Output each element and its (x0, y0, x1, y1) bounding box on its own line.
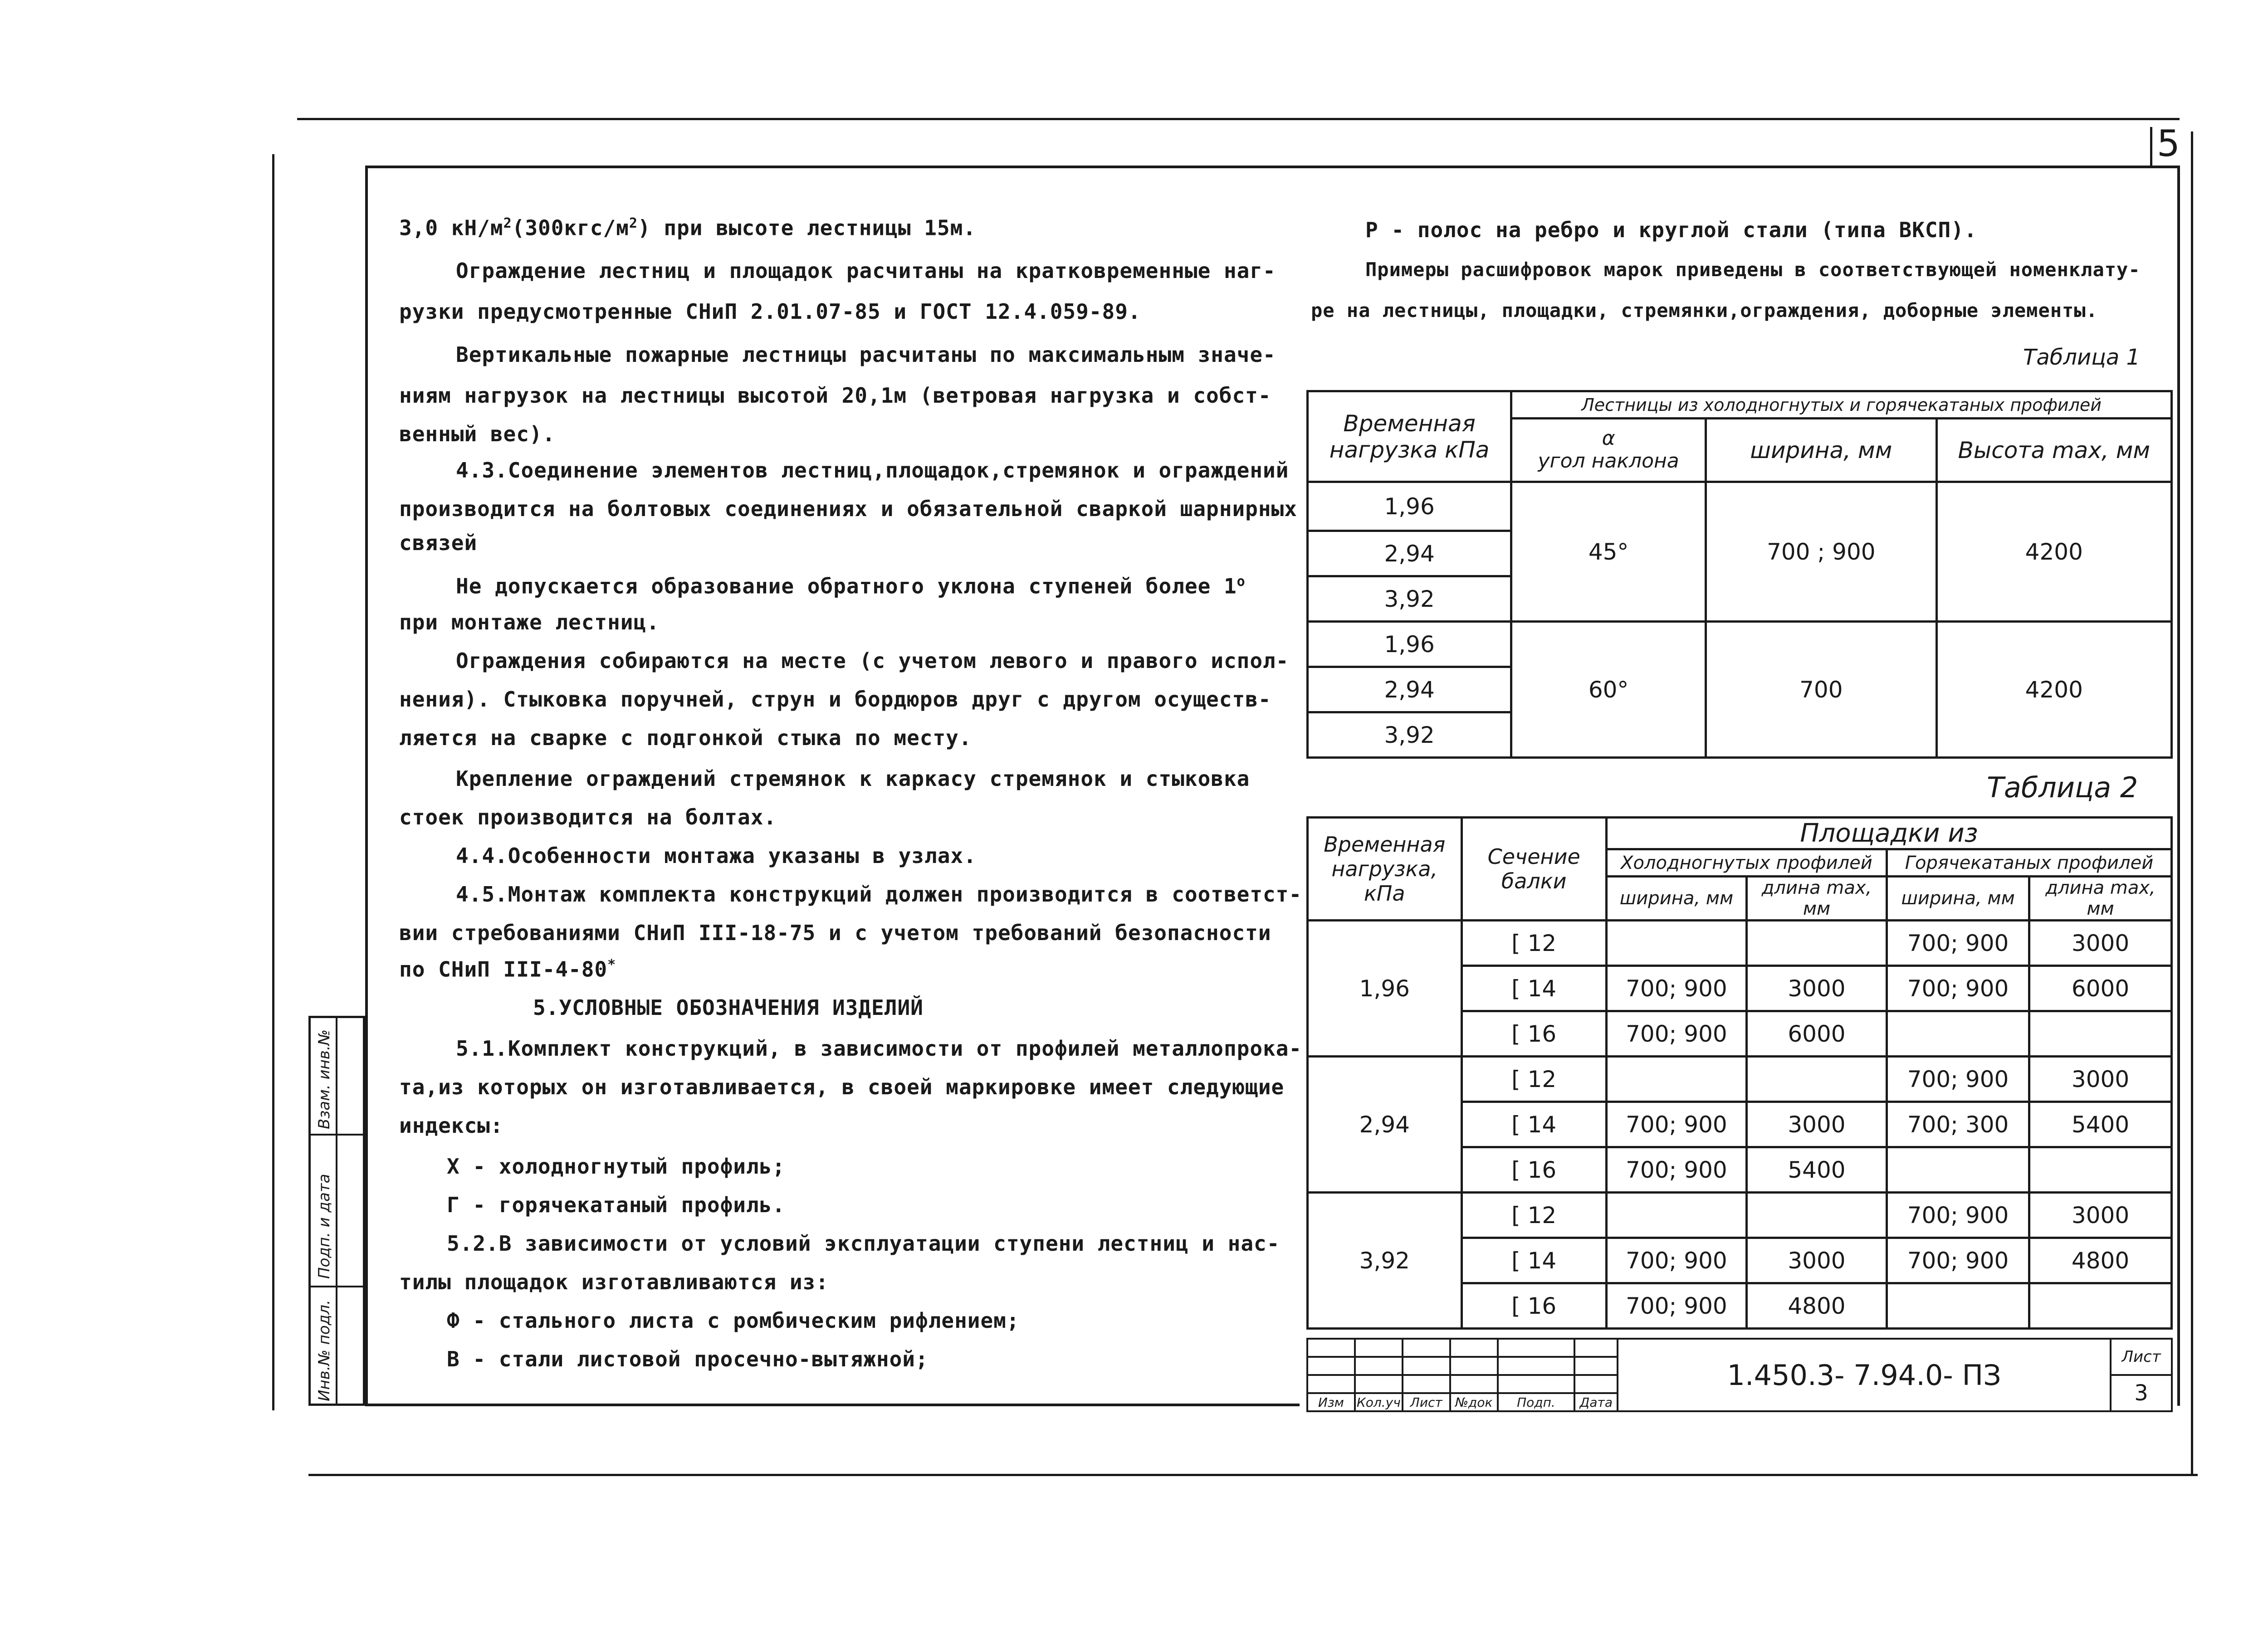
text-line: Х - холодногнутый профиль; (447, 1154, 786, 1179)
t2-hot-length: 3000 (2029, 1057, 2172, 1102)
text-line: по СНиП III-4-80* (399, 957, 616, 982)
t1-head-height: Высота max, мм (1936, 419, 2171, 482)
text-line: ляется на сварке с подгонкой стыка по месту. (399, 726, 972, 750)
t2-cold-length: 3000 (1747, 1102, 1887, 1147)
sheet-label: Лист (2111, 1339, 2172, 1375)
text-line: связей (399, 531, 478, 555)
t2-head-hot-width: ширина, мм (1887, 877, 2029, 921)
table2-caption: Таблица 2 (1987, 771, 2138, 804)
text-line: 4.5.Монтаж комплекта конструкций должен производится в соответст- (456, 882, 1302, 907)
side-label-inv: Инв.№ подл. (315, 1300, 333, 1401)
t2-section: [ 12 (1461, 921, 1606, 966)
text-line: вии стребованиями СНиП III-18-75 и с учетом требований безопасности (399, 921, 1271, 945)
stamp-col: №док (1450, 1393, 1498, 1411)
t2-cold-length (1747, 1193, 1887, 1238)
text-line: при монтаже лестниц. (399, 610, 660, 634)
t2-section: [ 16 (1461, 1147, 1606, 1193)
t2-cold-width: 700; 900 (1606, 1238, 1746, 1283)
text-line: Вертикальные пожарные лестницы расчитаны по максимальным значе- (456, 342, 1276, 367)
t2-head-section: Сечение балки (1461, 818, 1606, 921)
t1-head-group: Лестницы из холодногнутых и горячекатаных профилей (1511, 391, 2172, 419)
text-line: 4.4.Особенности монтажа указаны в узлах. (456, 843, 977, 868)
t2-section: [ 16 (1461, 1011, 1606, 1057)
t2-hot-length (2029, 1283, 2172, 1329)
text-line: Не допускается образование обратного уклона ступеней более $1^о$ (456, 574, 1246, 599)
text-line-1: 3,0 $кН/м^2(300кгс/м^2)$ при высоте лестницы 15м. (399, 215, 976, 240)
t2-section: [ 12 (1461, 1057, 1606, 1102)
t1-load: 1,96 (1308, 622, 1511, 667)
t2-head-cold-width: ширина, мм (1606, 877, 1746, 921)
t2-section: [ 14 (1461, 966, 1606, 1011)
t2-hot-width: 700; 900 (1887, 1057, 2029, 1102)
frame-top (365, 166, 2180, 168)
t2-load: 1,96 (1308, 921, 1462, 1057)
text-line: тилы площадок изготавливаются из: (399, 1270, 829, 1294)
t2-head-hot: Горячекатаных профилей (1887, 849, 2171, 877)
text-line: Р - полос на ребро и круглой стали (типа ВКСП). (1365, 218, 1977, 242)
stamp-col: Дата (1574, 1393, 1618, 1411)
t2-load: 2,94 (1308, 1057, 1462, 1193)
text-line: Крепление ограждений стремянок к каркасу стремянок и стыковка (456, 766, 1250, 791)
text-line: В - стали листовой просечно-вытяжной; (447, 1347, 929, 1371)
t1-width: 700 (1706, 622, 1937, 758)
t2-cold-width (1606, 1193, 1746, 1238)
stamp-col: Изм (1307, 1393, 1355, 1411)
text-line: Ограждения собираются на месте (с учетом левого и правого испол- (456, 648, 1289, 673)
side-strip (308, 1016, 365, 1406)
side-label-replace: Взам. инв.№ (315, 1029, 333, 1129)
text-line: нения). Стыковка поручней, струн и бордюров друг с другом осуществ- (399, 687, 1271, 712)
stamp-col: Лист (1403, 1393, 1450, 1411)
t2-hot-width: 700; 900 (1887, 921, 2029, 966)
t2-head-cold-length: длина max, мм (1747, 877, 1887, 921)
t2-hot-length: 3000 (2029, 1193, 2172, 1238)
text-line: Примеры расшифровок марок приведены в соответствующей номенклату- (1365, 258, 2141, 281)
text-line: стоек производится на болтах. (399, 805, 777, 829)
designation: 1.450.3- 7.94.0- ПЗ (1618, 1339, 2111, 1411)
t2-cold-width (1606, 921, 1746, 966)
t2-hot-width: 700; 300 (1887, 1102, 2029, 1147)
t1-angle: 60° (1511, 622, 1706, 758)
t2-hot-width: 700; 900 (1887, 1238, 2029, 1283)
t2-cold-width: 700; 900 (1606, 1283, 1746, 1329)
t2-cold-length: 5400 (1747, 1147, 1887, 1193)
t2-head-hot-length: длина max, мм (2029, 877, 2172, 921)
t2-section: [ 12 (1461, 1193, 1606, 1238)
t2-section: [ 16 (1461, 1283, 1606, 1329)
title-block (1306, 1338, 2173, 1412)
frame-bottom (365, 1404, 1300, 1406)
t1-load: 3,92 (1308, 576, 1511, 622)
text-line: Ф - стального листа с ромбическим рифлением; (447, 1308, 1020, 1333)
table1 (1306, 390, 2173, 759)
text-line: ре на лестницы, площадки, стремянки,ограждения, доборные элементы. (1311, 299, 2098, 322)
alpha-symbol: α (1602, 427, 1615, 450)
t2-cold-length: 4800 (1747, 1283, 1887, 1329)
t1-head-width: ширина, мм (1706, 419, 1937, 482)
bottom-rule (308, 1474, 2198, 1476)
side-label-sign: Подп. и дата (315, 1174, 333, 1279)
t2-cold-width: 700; 900 (1606, 1102, 1746, 1147)
text-line: ниям нагрузок на лестницы высотой 20,1м (ветровая нагрузка и собст- (399, 383, 1271, 408)
sheet-number: 3 (2111, 1375, 2172, 1411)
t1-load: 2,94 (1308, 531, 1511, 576)
t2-section: [ 14 (1461, 1238, 1606, 1283)
t2-cold-width: 700; 900 (1606, 1147, 1746, 1193)
page-number: 5 (2157, 122, 2180, 165)
t2-hot-length: 5400 (2029, 1102, 2172, 1147)
page-num-tick (2150, 127, 2152, 168)
t2-cold-width: 700; 900 (1606, 966, 1746, 1011)
t2-hot-width (1887, 1011, 2029, 1057)
text-line: Г - горячекатаный профиль. (447, 1193, 786, 1217)
text-line: 4.3.Соединение элементов лестниц,площадок,стремянок и ограждений (456, 458, 1289, 483)
text-line: 5.2.В зависимости от условий эксплуатации ступени лестниц и нас- (447, 1231, 1280, 1256)
t2-cold-width (1606, 1057, 1746, 1102)
t2-hot-length: 3000 (2029, 921, 2172, 966)
text-line: производится на болтовых соединениях и обязательной сваркой шарнирных (399, 497, 1297, 521)
t2-cold-length: 3000 (1747, 966, 1887, 1011)
section-heading: 5.УСЛОВНЫЕ ОБОЗНАЧЕНИЯ ИЗДЕЛИЙ (533, 995, 924, 1020)
t2-head-group: Площадки из (1606, 818, 2171, 849)
text-line: индексы: (399, 1113, 503, 1138)
t1-head-load: Временная нагрузка кПа (1308, 391, 1511, 482)
top-rule (297, 118, 2180, 120)
t2-cold-length (1747, 1057, 1887, 1102)
table2 (1306, 816, 2173, 1330)
left-margin-rule (272, 154, 274, 1410)
frame-right (2177, 166, 2180, 1406)
t1-head-angle (1511, 419, 1706, 482)
right-rule (2191, 132, 2193, 1474)
t2-load: 3,92 (1308, 1193, 1462, 1329)
text-line: рузки предусмотренные СНиП 2.01.07-85 и ГОСТ 12.4.059-89. (399, 299, 1141, 324)
t2-hot-length: 4800 (2029, 1238, 2172, 1283)
text-line: 5.1.Комплект конструкций, в зависимости от профилей металлопрока- (456, 1036, 1302, 1061)
t2-hot-width: 700; 900 (1887, 966, 2029, 1011)
t2-head-cold: Холодногнутых профилей (1606, 849, 1887, 877)
t2-cold-length: 6000 (1747, 1011, 1887, 1057)
text-line: Ограждение лестниц и площадок расчитаны на кратковременные наг- (456, 258, 1276, 283)
t2-section: [ 14 (1461, 1102, 1606, 1147)
frame-left (365, 166, 368, 1406)
t1-width: 700 ; 900 (1706, 482, 1937, 622)
t2-head-load: Временная нагрузка, кПа (1308, 818, 1462, 921)
t2-cold-length (1747, 921, 1887, 966)
t2-hot-length (2029, 1011, 2172, 1057)
t2-hot-length: 6000 (2029, 966, 2172, 1011)
text-line: та,из которых он изготавливается, в своей маркировке имеет следующие (399, 1075, 1285, 1099)
stamp-col: Кол.уч (1355, 1393, 1403, 1411)
stamp-col: Подп. (1498, 1393, 1575, 1411)
text-line: венный вес). (399, 422, 556, 446)
t1-load: 2,94 (1308, 667, 1511, 712)
t2-hot-width (1887, 1147, 2029, 1193)
t1-height: 4200 (1936, 622, 2171, 758)
t1-load: 3,92 (1308, 712, 1511, 758)
table1-caption: Таблица 1 (2023, 345, 2141, 370)
t1-load: 1,96 (1308, 482, 1511, 531)
t2-hot-length (2029, 1147, 2172, 1193)
t2-cold-length: 3000 (1747, 1238, 1887, 1283)
t2-hot-width (1887, 1283, 2029, 1329)
t1-angle: 45° (1511, 482, 1706, 622)
t1-height: 4200 (1936, 482, 2171, 622)
t1-head-angle-label: угол наклона (1538, 449, 1679, 473)
t2-hot-width: 700; 900 (1887, 1193, 2029, 1238)
t2-cold-width: 700; 900 (1606, 1011, 1746, 1057)
